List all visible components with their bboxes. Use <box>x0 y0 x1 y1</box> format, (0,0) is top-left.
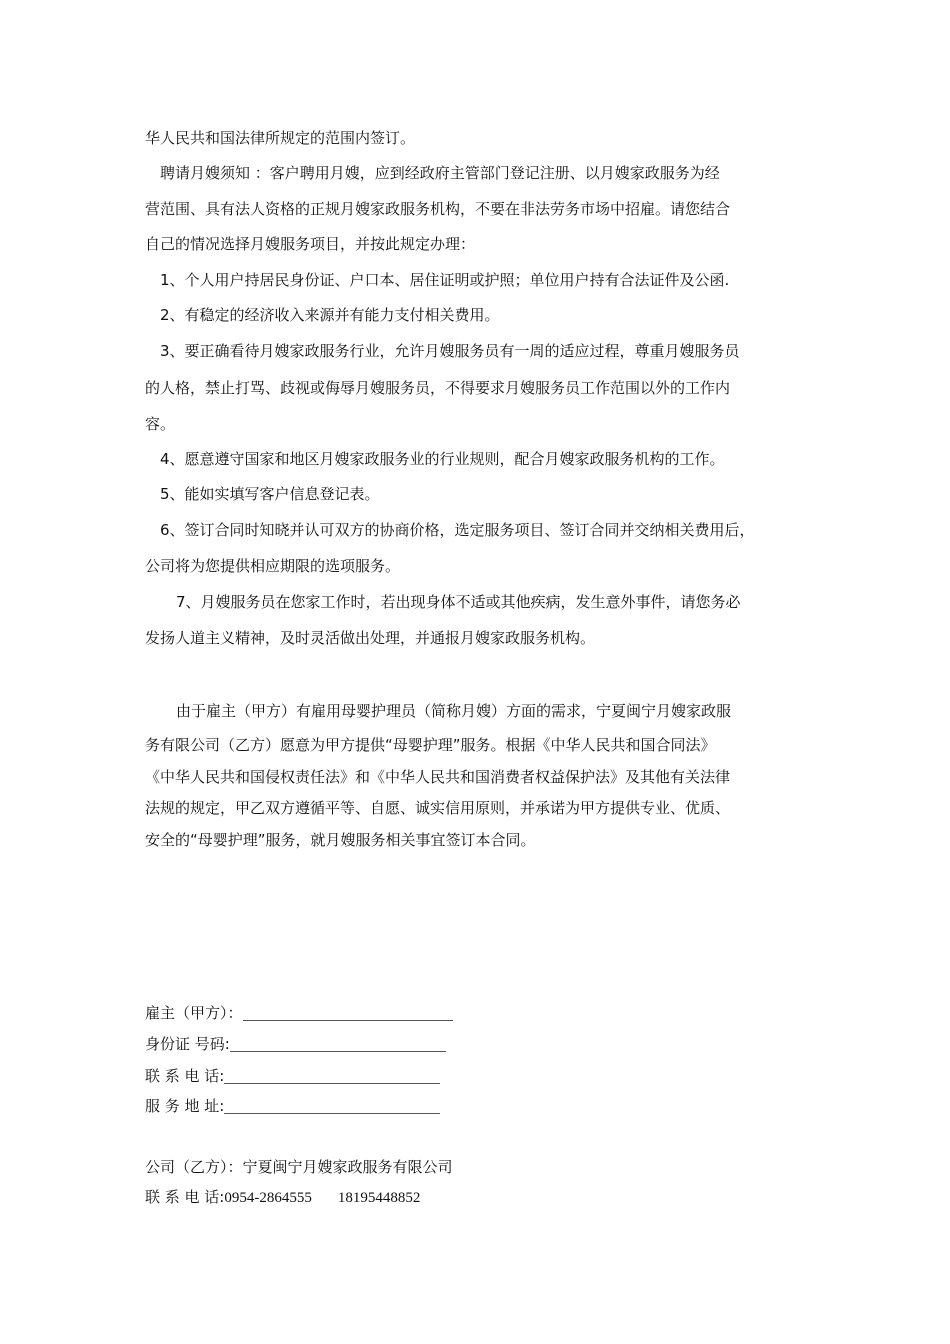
preamble-line-5: 安全的“母婴护理”服务，就月嫂服务相关事宜签订本合同。 <box>145 831 536 849</box>
company-phone-label: 联 系 电 话: <box>145 1188 225 1206</box>
item-7-line-1: 7、月嫂服务员在您家工作时，若出现身体不适或其他疾病，发生意外事件，请您务必 <box>176 593 741 611</box>
service-address-label: 服 务 地 址: <box>145 1097 225 1115</box>
item-3-line-2: 的人格，禁止打骂、歧视或侮辱月嫂服务员，不得要求月嫂服务员工作范围以外的工作内 <box>145 379 731 397</box>
company-phone-1: 0954-2864555 <box>224 1190 312 1206</box>
service-address-field <box>145 1096 440 1116</box>
id-number-field <box>145 1034 446 1054</box>
employer-phone-blank[interactable] <box>224 1067 440 1084</box>
item-3-line-3: 容。 <box>145 415 176 433</box>
notice-line-3: 自己的情况选择月嫂服务项目，并按此规定办理： <box>145 235 476 253</box>
item-7-line-2: 发扬人道主义精神，及时灵活做出处理，并通报月嫂家政服务机构。 <box>145 629 596 647</box>
continuation-line: 华人民共和国法律所规定的范围内签订。 <box>145 129 416 147</box>
preamble-line-4: 法规的规定，甲乙双方遵循平等、自愿、诚实信用原则，并承诺为甲方提供专业、优质、 <box>145 799 731 817</box>
company-phone-field <box>145 1187 420 1208</box>
item-6-line-1: 6、签订合同时知晓并认可双方的协商价格，选定服务项目、签订合同并交纳相关费用后， <box>160 521 755 539</box>
service-address-blank[interactable] <box>224 1097 440 1114</box>
item-4: 4、愿意遵守国家和地区月嫂家政服务业的行业规则，配合月嫂家政服务机构的工作。 <box>160 450 725 468</box>
item-6-line-2: 公司将为您提供相应期限的选项服务。 <box>145 557 401 575</box>
notice-line-1: 聘请月嫂须知 ：客户聘用月嫂，应到经政府主管部门登记注册、以月嫂家政服务为经 <box>160 164 720 182</box>
employer-blank[interactable] <box>243 1004 453 1021</box>
item-2: 2、有稳定的经济收入来源并有能力支付相关费用。 <box>160 306 500 324</box>
item-3-line-1: 3、要正确看待月嫂家政服务行业，允许月嫂服务员有一周的适应过程，尊重月嫂服务员 <box>160 342 740 360</box>
company-field <box>145 1157 453 1177</box>
employer-phone-label: 联 系 电 话: <box>145 1067 225 1085</box>
company-phone-2: 18195448852 <box>337 1190 421 1206</box>
employer-label: 雇主（甲方）： <box>145 1004 243 1022</box>
id-number-blank[interactable] <box>230 1035 446 1052</box>
preamble-line-1: 由于雇主（甲方）有雇用母婴护理员（简称月嫂）方面的需求，宁夏闽宁月嫂家政服 <box>176 702 732 720</box>
preamble-line-3: 《中华人民共和国侵权责任法》和《中华人民共和国消费者权益保护法》及其他有关法律 <box>145 768 731 786</box>
company-label: 公司（乙方）： <box>145 1158 243 1176</box>
employer-field <box>145 1003 453 1023</box>
notice-line-2: 营范围、具有法人资格的正规月嫂家政服务机构，不要在非法劳务市场中招雇。请您结合 <box>145 200 731 218</box>
preamble-line-2: 务有限公司（乙方）愿意为甲方提供“母婴护理”服务。根据《中华人民共和国合同法》 <box>145 736 716 754</box>
company-name: 宁夏闽宁月嫂家政服务有限公司 <box>242 1158 453 1176</box>
item-5: 5、能如实填写客户信息登记表。 <box>160 485 380 503</box>
item-1: 1、个人用户持居民身份证、户口本、居住证明或护照；单位用户持有合法证件及公函. <box>160 271 730 289</box>
id-number-label: 身份证 号码: <box>145 1035 230 1053</box>
employer-phone-field <box>145 1066 440 1086</box>
